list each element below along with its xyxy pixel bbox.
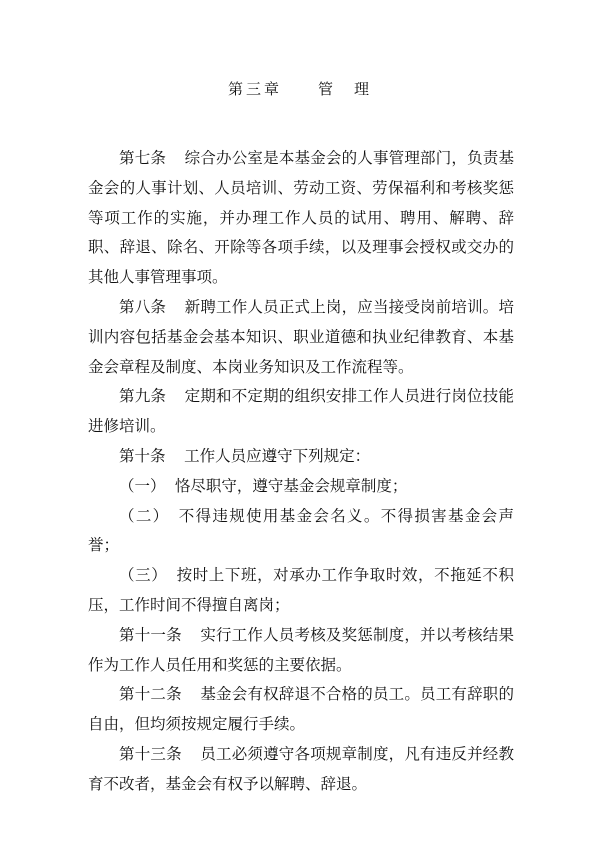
article-text: 新聘工作人员正式上岗，应当接受岗前培训。培训内容包括基金会基本知识、职业道德和执业纪律教育、本基金会章程及制度、本岗业务知识及工作流程等。	[88, 297, 514, 376]
article-number: 第十条	[119, 446, 166, 465]
article-number: 第十一条	[119, 625, 182, 644]
item-number: （三）	[119, 566, 168, 585]
article-text: 基金会有权辞退不合格的员工。员工有辞职的自由，但均须按规定履行手续。	[88, 685, 514, 734]
article-number: 第十三条	[119, 744, 182, 763]
item-text: 不得违规使用基金会名义。不得损害基金会声誉；	[88, 506, 514, 555]
chapter-title: 第三章 管 理	[227, 80, 372, 98]
article-9	[88, 382, 514, 442]
article-text: 员工必须遵守各项规章制度，凡有违反并经教育不改者，基金会有权予以解聘、辞退。	[88, 744, 514, 793]
item-text: 按时上下班，对承办工作争取时效，不拖延不积压，工作时间不得擅自离岗；	[88, 566, 514, 614]
article-10-item-1	[88, 472, 514, 502]
item-text: 恪尽职守，遵守基金会规章制度；	[174, 476, 408, 495]
article-text: 工作人员应遵守下列规定：	[184, 446, 371, 465]
item-number: （二）	[119, 506, 170, 525]
article-8	[88, 293, 514, 382]
article-text: 实行工作人员考核及奖惩制度，并以考核结果作为工作人员任用和奖惩的主要依据。	[88, 625, 514, 674]
article-11	[88, 621, 514, 681]
article-text: 综合办公室是本基金会的人事管理部门，负责基金会的人事计划、人员培训、劳动工资、劳保福利和考核奖惩等项工作的实施，并办理工作人员的试用、聘用、解聘、辞职、辞退、除名、开除等各项手续，以及理事会授权或交办的其他人事管理事项。	[88, 149, 514, 287]
article-number: 第九条	[119, 387, 167, 406]
article-number: 第十二条	[119, 685, 182, 704]
item-number: （一）	[119, 476, 166, 495]
article-10-item-2	[88, 502, 514, 562]
article-12	[88, 680, 514, 740]
article-number: 第八条	[119, 297, 167, 316]
document-body	[88, 144, 514, 800]
article-text: 定期和不定期的组织安排工作人员进行岗位技能进修培训。	[88, 387, 514, 436]
article-7	[88, 144, 514, 293]
article-13	[88, 740, 514, 800]
article-10-item-3	[88, 561, 514, 621]
article-10	[88, 442, 514, 472]
article-number: 第七条	[119, 149, 167, 167]
